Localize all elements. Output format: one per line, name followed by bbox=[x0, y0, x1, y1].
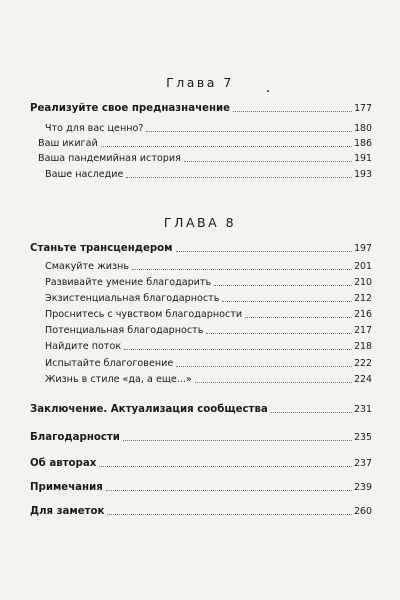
toc-page-number: 218 bbox=[354, 341, 372, 352]
toc-entry-title: Об авторах bbox=[30, 458, 97, 469]
toc-entry-title: Развивайте умение благодарить bbox=[45, 277, 212, 288]
dot-leader bbox=[146, 131, 352, 132]
chapter-8-heading: ГЛАВА 8 bbox=[163, 215, 237, 230]
dot-leader bbox=[271, 412, 352, 413]
toc-entry-main bbox=[30, 482, 372, 494]
toc-entry bbox=[45, 293, 372, 305]
toc-entry-main bbox=[30, 404, 372, 416]
dot-leader bbox=[214, 285, 352, 286]
toc-entry bbox=[45, 374, 372, 386]
toc-entry-title: Смакуйте жизнь bbox=[45, 261, 129, 272]
toc-page-number: 237 bbox=[354, 458, 372, 469]
toc-entry bbox=[45, 123, 372, 135]
dot-leader bbox=[195, 382, 352, 383]
toc-page-number: 191 bbox=[354, 153, 372, 164]
toc-entry-title: Ваша пандемийная история bbox=[38, 153, 181, 164]
toc-entry-main bbox=[30, 432, 372, 444]
toc-entry-main bbox=[30, 506, 372, 518]
toc-page-number: 180 bbox=[354, 123, 372, 134]
dot-leader bbox=[124, 349, 352, 350]
dot-leader bbox=[176, 251, 353, 252]
toc-entry bbox=[45, 277, 372, 289]
toc-entry-main bbox=[30, 243, 372, 255]
toc-page-number: 212 bbox=[354, 293, 372, 304]
toc-page-number: 201 bbox=[354, 261, 372, 272]
dot-leader bbox=[206, 333, 352, 334]
chapter-7-heading: Глава 7 bbox=[166, 75, 234, 90]
dot-leader bbox=[184, 161, 352, 162]
toc-entry-title: Благодарности bbox=[30, 432, 120, 443]
toc-page-number: 193 bbox=[354, 169, 372, 180]
dot-leader bbox=[126, 177, 352, 178]
toc-entry-title: Ваше наследие bbox=[45, 169, 124, 180]
toc-page-number: 222 bbox=[354, 358, 372, 369]
toc-entry-title: Проснитесь с чувством благодарности bbox=[45, 309, 243, 320]
toc-entry-title: Экзистенциальная благодарность bbox=[45, 293, 220, 304]
stray-mark bbox=[267, 90, 269, 92]
toc-entry-title: Жизнь в стиле «да, а еще...» bbox=[45, 374, 192, 385]
toc-page-number: 239 bbox=[354, 482, 372, 493]
toc-page-number: 216 bbox=[354, 309, 372, 320]
toc-entry-title: Примечания bbox=[30, 482, 103, 493]
dot-leader bbox=[107, 514, 352, 515]
dot-leader bbox=[132, 269, 352, 270]
toc-entry-title: Потенциальная благодарность bbox=[45, 325, 204, 336]
dot-leader bbox=[101, 146, 352, 147]
dot-leader bbox=[222, 301, 352, 302]
dot-leader bbox=[106, 490, 352, 491]
toc-entry bbox=[38, 153, 372, 165]
toc-entry bbox=[38, 138, 372, 150]
toc-entry bbox=[45, 325, 372, 337]
toc-entry bbox=[45, 341, 372, 353]
toc-page-number: 224 bbox=[354, 374, 372, 385]
toc-entry-title: Найдите поток bbox=[45, 341, 122, 352]
toc-page-number: 231 bbox=[354, 404, 372, 415]
toc-page-number: 217 bbox=[354, 325, 372, 336]
toc-entry-main bbox=[30, 103, 372, 115]
toc-page-number: 235 bbox=[354, 432, 372, 443]
toc-entry-title: Заключение. Актуализация сообщества bbox=[30, 404, 268, 415]
toc-entry-title: Станьте трансцендером bbox=[30, 243, 173, 254]
toc-entry-title: Для заметок bbox=[30, 506, 105, 517]
toc-entry bbox=[45, 358, 372, 370]
toc-entry bbox=[45, 309, 372, 321]
toc-entry-title: Реализуйте свое предназначение bbox=[30, 103, 231, 114]
toc-entry-title: Испытайте благоговение bbox=[45, 358, 174, 369]
toc-page-number: 197 bbox=[354, 243, 372, 254]
toc-entry-title: Что для вас ценно? bbox=[45, 123, 144, 134]
toc-entry-title: Ваш икигай bbox=[38, 138, 98, 149]
toc-page-number: 186 bbox=[354, 138, 372, 149]
dot-leader bbox=[123, 440, 352, 441]
toc-page-number: 177 bbox=[354, 103, 372, 114]
dot-leader bbox=[176, 366, 352, 367]
toc-page-number: 210 bbox=[354, 277, 372, 288]
toc-entry bbox=[45, 169, 372, 181]
dot-leader bbox=[245, 317, 352, 318]
dot-leader bbox=[99, 466, 352, 467]
toc-page-number: 260 bbox=[354, 506, 372, 517]
dot-leader bbox=[233, 111, 352, 112]
toc-entry-main bbox=[30, 458, 372, 470]
toc-entry bbox=[45, 261, 372, 273]
